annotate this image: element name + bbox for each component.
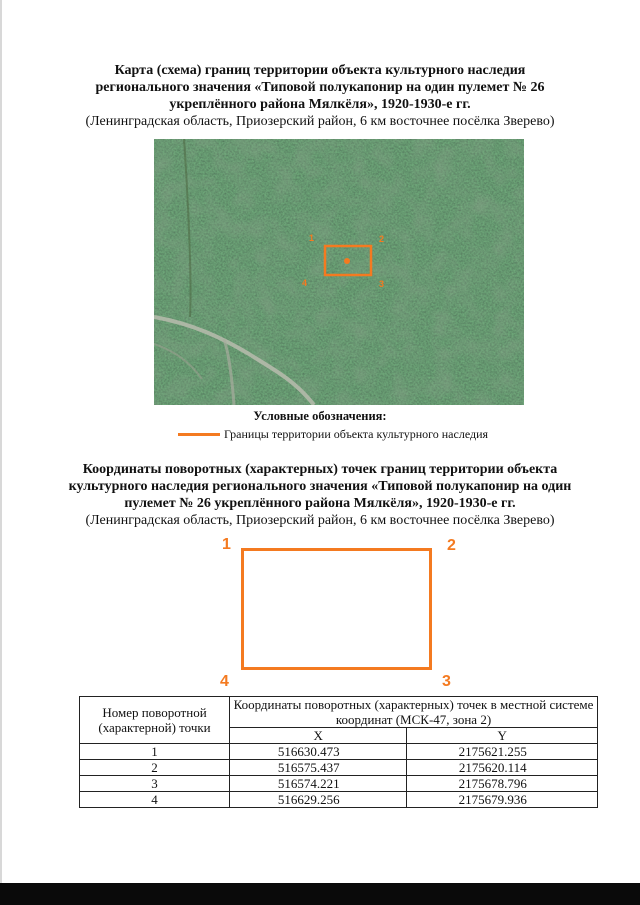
map-point-4: 4 xyxy=(302,278,308,288)
legend-boundary-line xyxy=(178,433,220,436)
coords-title-location: (Ленинградская область, Приозерский район, 6 км восточнее посёлка Зверево) xyxy=(85,513,555,528)
coord-y: 2175620.114 xyxy=(407,760,598,776)
satellite-map xyxy=(154,139,524,405)
map-point-1: 1 xyxy=(309,233,315,243)
map-point-3: 3 xyxy=(379,279,385,289)
coord-x: 516574.221 xyxy=(230,776,407,792)
coords-title-line2: культурного наследия регионального значения «Типовой полукапонир на один xyxy=(68,479,572,494)
point-number: 4 xyxy=(80,792,230,808)
map-title-line3: укреплённого района Мялкёля», 1920-1930-е гг. xyxy=(169,97,471,112)
coords-title xyxy=(40,461,600,529)
scheme-point-4: 4 xyxy=(220,673,229,690)
table-row xyxy=(80,760,598,776)
map-title xyxy=(40,62,600,130)
coords-title-line3: пулемет № 26 укреплённого района Мялкёля», 1920-1930-е гг. xyxy=(124,496,516,511)
scan-bottom-edge xyxy=(0,883,640,905)
col1-header: Номер поворотной (характерной) точки xyxy=(80,697,230,744)
map-title-location: (Ленинградская область, Приозерский район, 6 км восточнее посёлка Зверево) xyxy=(85,114,555,129)
table-row xyxy=(80,744,598,760)
map-title-line1: Карта (схема) границ территории объекта культурного наследия xyxy=(114,63,526,78)
point-number: 2 xyxy=(80,760,230,776)
table-row xyxy=(80,776,598,792)
coord-x: 516575.437 xyxy=(230,760,407,776)
scheme-point-3: 3 xyxy=(442,673,451,690)
coord-y: 2175621.255 xyxy=(407,744,598,760)
scheme-point-2: 2 xyxy=(447,537,456,554)
scheme-point-1: 1 xyxy=(222,536,231,553)
legend-item xyxy=(178,426,488,442)
y-header: Y xyxy=(407,728,598,744)
map-title-line2: регионального значения «Типовой полукапонир на один пулемет № 26 xyxy=(95,80,545,95)
coordinates-table xyxy=(79,696,598,808)
col2-header: Координаты поворотных (характерных) точек в местной системе координат (МСК-47, зона 2) xyxy=(230,697,598,728)
legend-title: Условные обозначения: xyxy=(253,409,387,423)
coord-x: 516630.473 xyxy=(230,744,407,760)
point-number: 1 xyxy=(80,744,230,760)
map-point-2: 2 xyxy=(379,234,385,244)
coord-x: 516629.256 xyxy=(230,792,407,808)
point-number: 3 xyxy=(80,776,230,792)
coord-y: 2175679.936 xyxy=(407,792,598,808)
scheme-boundary-rect xyxy=(241,548,432,670)
scan-edge xyxy=(0,0,2,905)
table-row xyxy=(80,792,598,808)
boundary-scheme xyxy=(210,536,470,692)
coords-title-line1: Координаты поворотных (характерных) точек границ территории объекта xyxy=(82,462,558,477)
x-header: X xyxy=(230,728,407,744)
legend-item-label: Границы территории объекта культурного наследия xyxy=(224,426,489,441)
coord-y: 2175678.796 xyxy=(407,776,598,792)
